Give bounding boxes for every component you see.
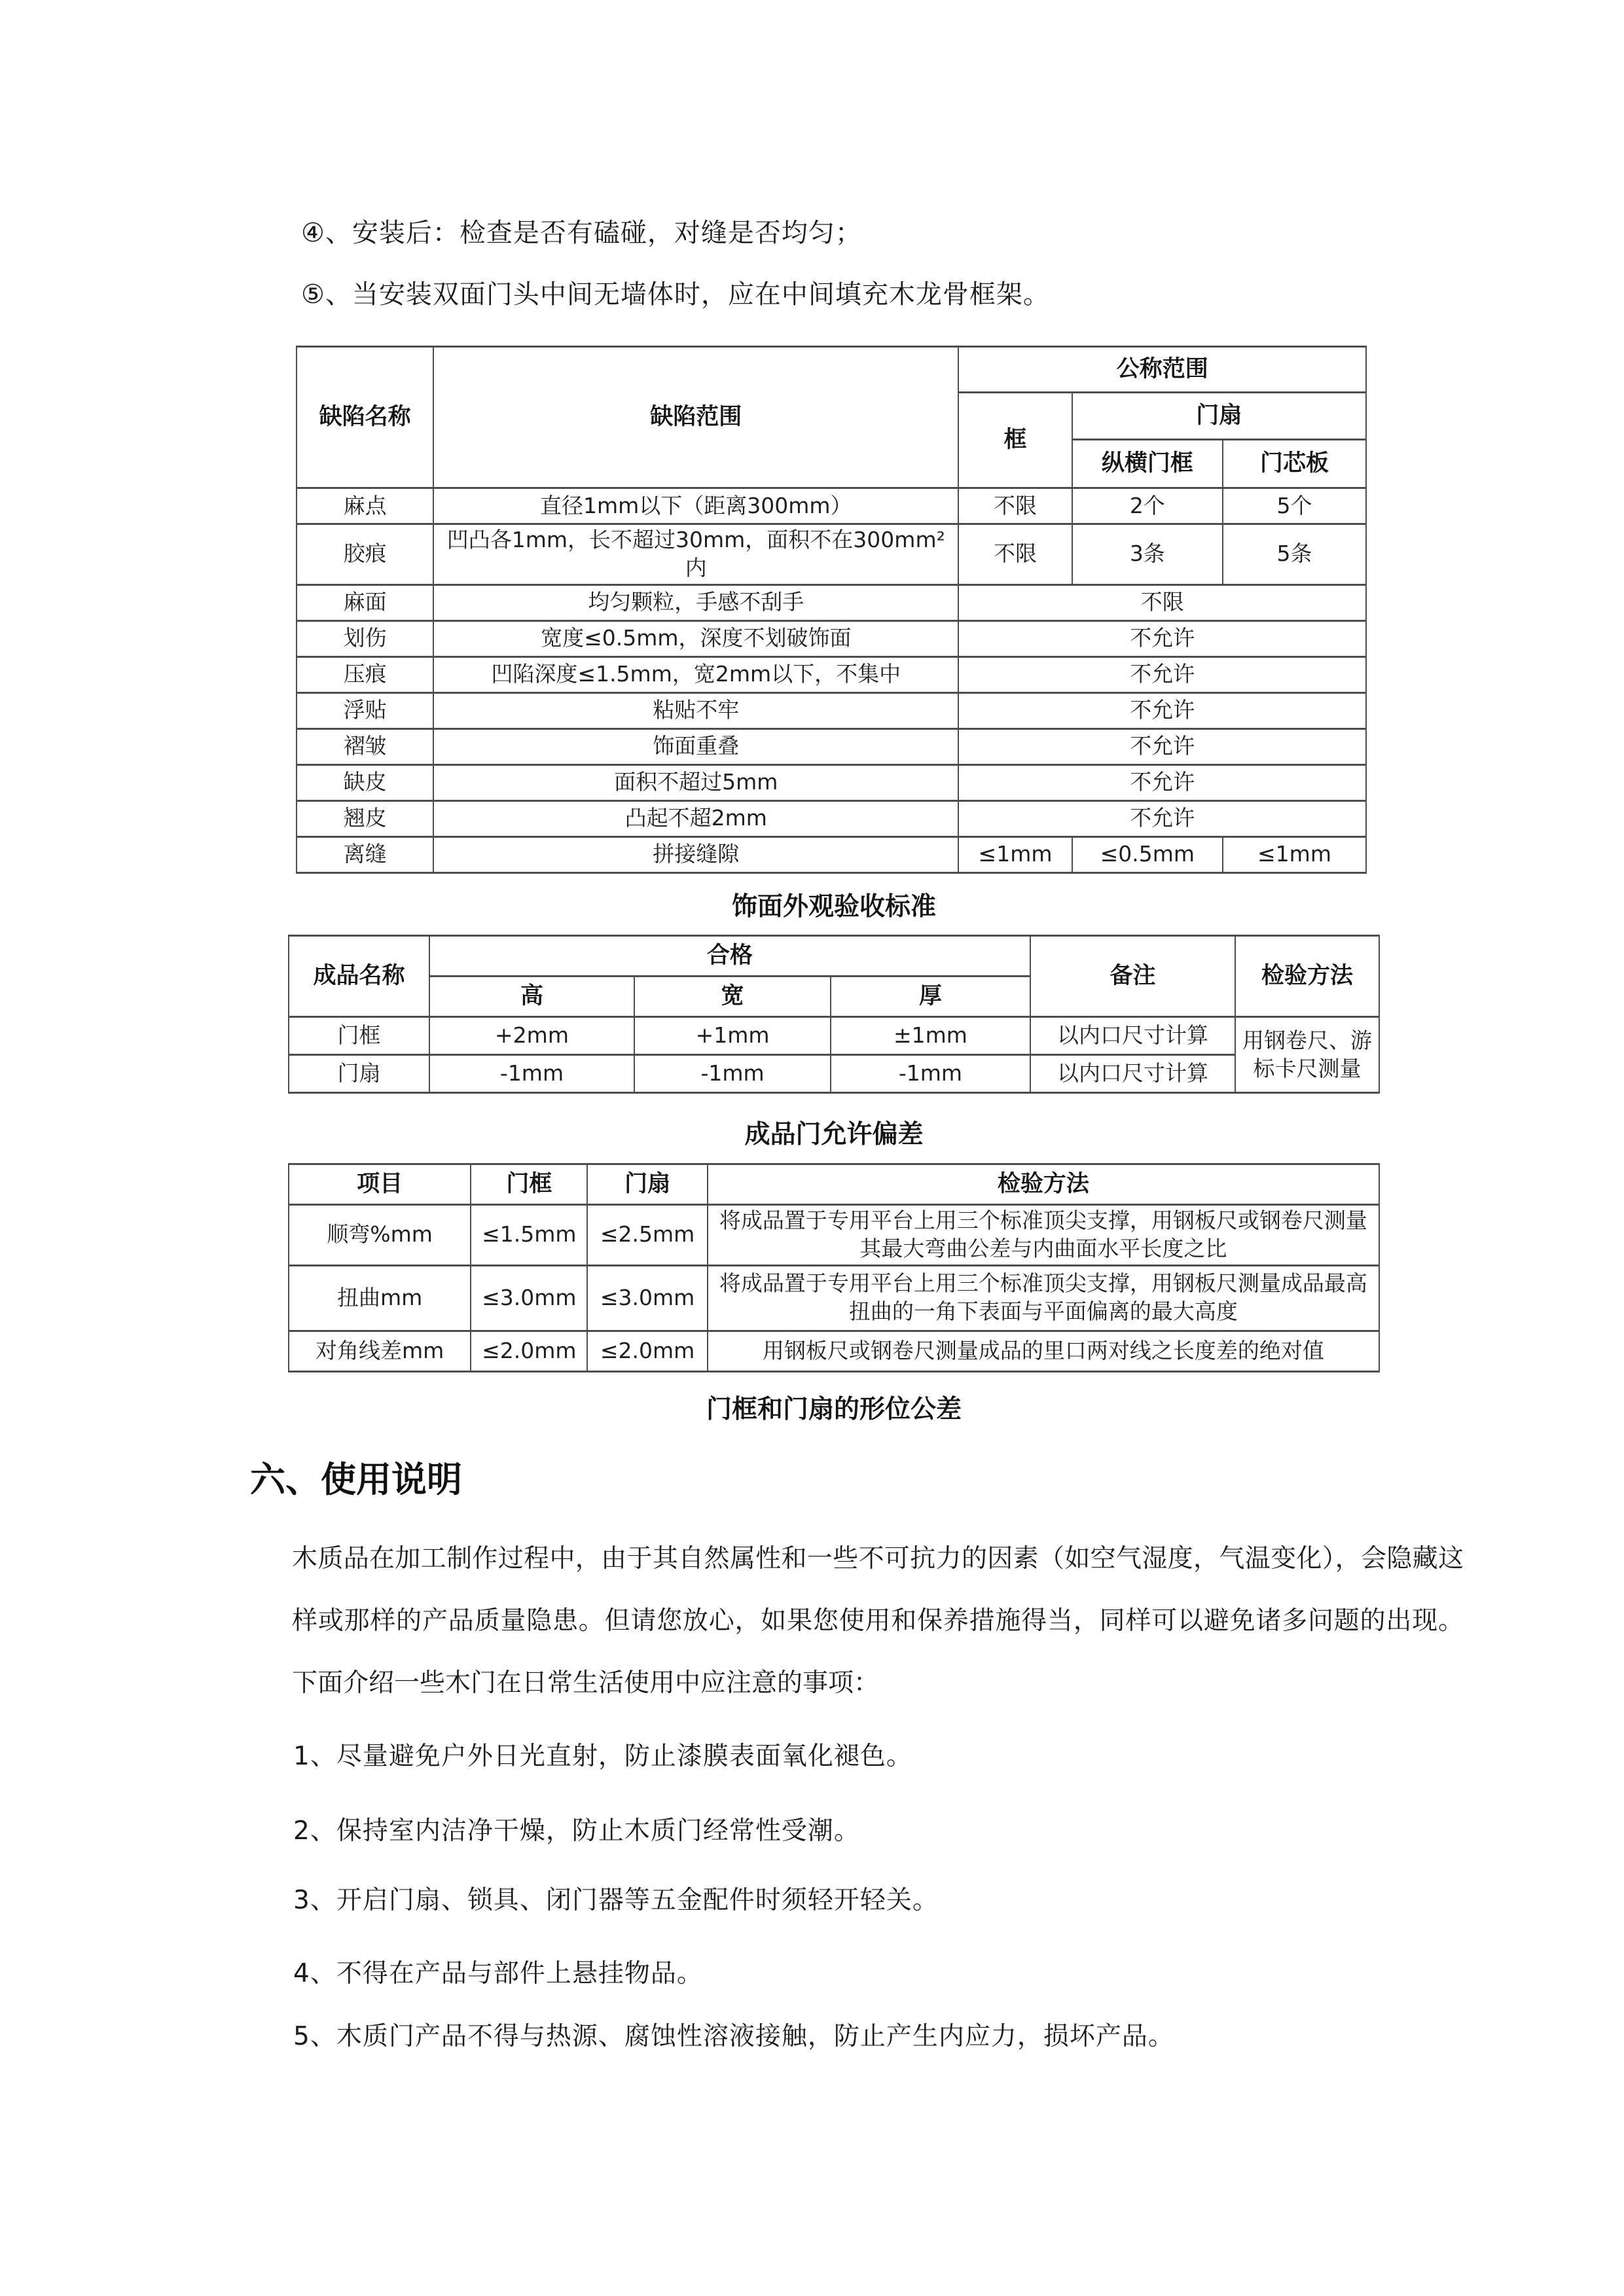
cell-core-value: 5个 <box>1223 488 1366 524</box>
cell-frame-value: 不限 <box>958 488 1072 524</box>
table-row <box>297 524 1366 585</box>
header-defect-name: 缺陷名称 <box>297 347 433 488</box>
cell-defect-name: 划伤 <box>297 620 433 656</box>
cell-thickness: ±1mm <box>831 1017 1030 1055</box>
cell-merged-value: 不允许 <box>958 692 1366 728</box>
cell-core-value: 5条 <box>1223 524 1366 585</box>
cell-leaf-value: ≤3.0mm <box>587 1265 707 1331</box>
cell-merged-value: 不允许 <box>958 800 1366 836</box>
header-nominal-range: 公称范围 <box>958 347 1366 393</box>
cell-defect-name: 离缝 <box>297 836 433 872</box>
cell-frame-value: ≤2.0mm <box>471 1331 587 1371</box>
table-row <box>297 728 1366 764</box>
usage-item-1: 1、尽量避免户外日光直射，防止漆膜表面氧化褪色。 <box>293 1742 912 1771</box>
cell-defect-name: 缺皮 <box>297 764 433 800</box>
cell-defect-range: 宽度≤0.5mm，深度不划破饰面 <box>433 620 958 656</box>
header-qualified: 合格 <box>429 936 1030 977</box>
cell-defect-name: 胶痕 <box>297 524 433 585</box>
usage-item-5: 5、木质门产品不得与热源、腐蚀性溶液接触，防止产生内应力，损坏产品。 <box>293 2022 1174 2051</box>
cell-defect-name: 浮贴 <box>297 692 433 728</box>
table-row <box>297 800 1366 836</box>
table-row <box>289 1265 1379 1331</box>
cell-vh-value: 2个 <box>1072 488 1223 524</box>
header-door-leaf: 门扇 <box>1072 393 1366 440</box>
header-defect-range: 缺陷范围 <box>433 347 958 488</box>
cell-frame-value: 不限 <box>958 524 1072 585</box>
cell-defect-range: 凸起不超2mm <box>433 800 958 836</box>
table-row <box>289 1205 1379 1266</box>
table-row <box>297 488 1366 524</box>
cell-defect-range: 面积不超过5mm <box>433 764 958 800</box>
table-row <box>297 620 1366 656</box>
header-thickness: 厚 <box>831 977 1030 1017</box>
cell-method: 用钢板尺或钢卷尺测量成品的里口两对线之长度差的绝对值 <box>708 1331 1379 1371</box>
usage-item-3: 3、开启门扇、锁具、闭门器等五金配件时须轻开轻关。 <box>293 1886 939 1915</box>
cell-width: +1mm <box>634 1017 831 1055</box>
header-method: 检验方法 <box>708 1164 1379 1205</box>
cell-merged-value: 不允许 <box>958 620 1366 656</box>
header-product-name: 成品名称 <box>289 936 429 1017</box>
cell-defect-range: 粘贴不牢 <box>433 692 958 728</box>
header-remark: 备注 <box>1030 936 1235 1017</box>
install-note-5: ⑤、当安装双面门头中间无墙体时，应在中间填充木龙骨框架。 <box>301 279 1050 310</box>
header-frame: 门框 <box>471 1164 587 1205</box>
cell-defect-range: 饰面重叠 <box>433 728 958 764</box>
cell-defect-range: 凹陷深度≤1.5mm，宽2mm以下，不集中 <box>433 656 958 692</box>
usage-item-2: 2、保持室内洁净干燥，防止木质门经常性受潮。 <box>293 1816 860 1846</box>
cell-vh-value: 3条 <box>1072 524 1223 585</box>
cell-vh-value: ≤0.5mm <box>1072 836 1223 872</box>
cell-merged-value: 不允许 <box>958 764 1366 800</box>
table2-caption: 成品门允许偏差 <box>744 1120 924 1149</box>
cell-item: 顺弯%mm <box>289 1205 471 1266</box>
header-item: 项目 <box>289 1164 471 1205</box>
cell-width: -1mm <box>634 1055 831 1093</box>
cell-defect-name: 褶皱 <box>297 728 433 764</box>
table-header-row <box>297 347 1366 393</box>
tolerance-table <box>288 1163 1380 1372</box>
cell-item: 扭曲mm <box>289 1265 471 1331</box>
cell-product-name: 门扇 <box>289 1055 429 1093</box>
cell-defect-name: 压痕 <box>297 656 433 692</box>
cell-leaf-value: ≤2.5mm <box>587 1205 707 1266</box>
header-leaf: 门扇 <box>587 1164 707 1205</box>
header-frame: 框 <box>958 393 1072 488</box>
table-row <box>297 656 1366 692</box>
usage-paragraph: 木质品在加工制作过程中，由于其自然属性和一些不可抗力的因素（如空气湿度，气温变化），会隐藏这样或那样的产品质量隐患。但请您放心，如果您使用和保养措施得当，同样可以避免诸多问题的出现。下面介绍一些木门在日常生活使用中应注意的事项： <box>292 1544 1464 1698</box>
cell-merged-value: 不允许 <box>958 728 1366 764</box>
cell-merged-value: 不允许 <box>958 656 1366 692</box>
cell-method: 用钢卷尺、游标卡尺测量 <box>1235 1017 1379 1093</box>
cell-remark: 以内口尺寸计算 <box>1030 1055 1235 1093</box>
table-row <box>289 1017 1379 1055</box>
header-core-panel: 门芯板 <box>1223 440 1366 488</box>
cell-frame-value: ≤1.5mm <box>471 1205 587 1266</box>
cell-core-value: ≤1mm <box>1223 836 1366 872</box>
header-height: 高 <box>429 977 634 1017</box>
table-row <box>297 764 1366 800</box>
cell-frame-value: ≤1mm <box>958 836 1072 872</box>
cell-defect-range: 直径1mm以下（距离300mm） <box>433 488 958 524</box>
header-vh-frame: 纵横门框 <box>1072 440 1223 488</box>
table-row <box>289 1055 1379 1093</box>
cell-defect-range: 均匀颗粒，手感不刮手 <box>433 584 958 620</box>
allowed-deviation-table <box>288 935 1380 1094</box>
cell-method: 将成品置于专用平台上用三个标准顶尖支撑，用钢板尺或钢卷尺测量其最大弯曲公差与内曲面水平长度之比 <box>708 1205 1379 1266</box>
header-method: 检验方法 <box>1235 936 1379 1017</box>
finish-appearance-table <box>296 346 1367 874</box>
table3-caption: 门框和门扇的形位公差 <box>706 1395 962 1424</box>
cell-product-name: 门框 <box>289 1017 429 1055</box>
usage-item-4: 4、不得在产品与部件上悬挂物品。 <box>293 1959 703 1988</box>
cell-defect-range: 凹凸各1mm，长不超过30mm，面积不在300mm²内 <box>433 524 958 585</box>
cell-defect-name: 翘皮 <box>297 800 433 836</box>
table-row <box>297 836 1366 872</box>
cell-frame-value: ≤3.0mm <box>471 1265 587 1331</box>
cell-remark: 以内口尺寸计算 <box>1030 1017 1235 1055</box>
table-row <box>297 584 1366 620</box>
install-note-4: ④、安装后：检查是否有磕碰，对缝是否均匀； <box>301 218 862 248</box>
table-row <box>289 1331 1379 1371</box>
cell-defect-range: 拼接缝隙 <box>433 836 958 872</box>
cell-defect-name: 麻点 <box>297 488 433 524</box>
cell-leaf-value: ≤2.0mm <box>587 1331 707 1371</box>
section-heading: 六、使用说明 <box>250 1459 462 1500</box>
cell-defect-name: 麻面 <box>297 584 433 620</box>
table-header-row <box>289 1164 1379 1205</box>
header-width: 宽 <box>634 977 831 1017</box>
cell-merged-value: 不限 <box>958 584 1366 620</box>
table-row <box>297 692 1366 728</box>
cell-height: +2mm <box>429 1017 634 1055</box>
cell-thickness: -1mm <box>831 1055 1030 1093</box>
table-header-row <box>289 936 1379 977</box>
cell-item: 对角线差mm <box>289 1331 471 1371</box>
cell-height: -1mm <box>429 1055 634 1093</box>
table1-caption: 饰面外观验收标准 <box>731 892 936 922</box>
cell-method: 将成品置于专用平台上用三个标准顶尖支撑，用钢板尺测量成品最高扭曲的一角下表面与平面偏离的最大高度 <box>708 1265 1379 1331</box>
